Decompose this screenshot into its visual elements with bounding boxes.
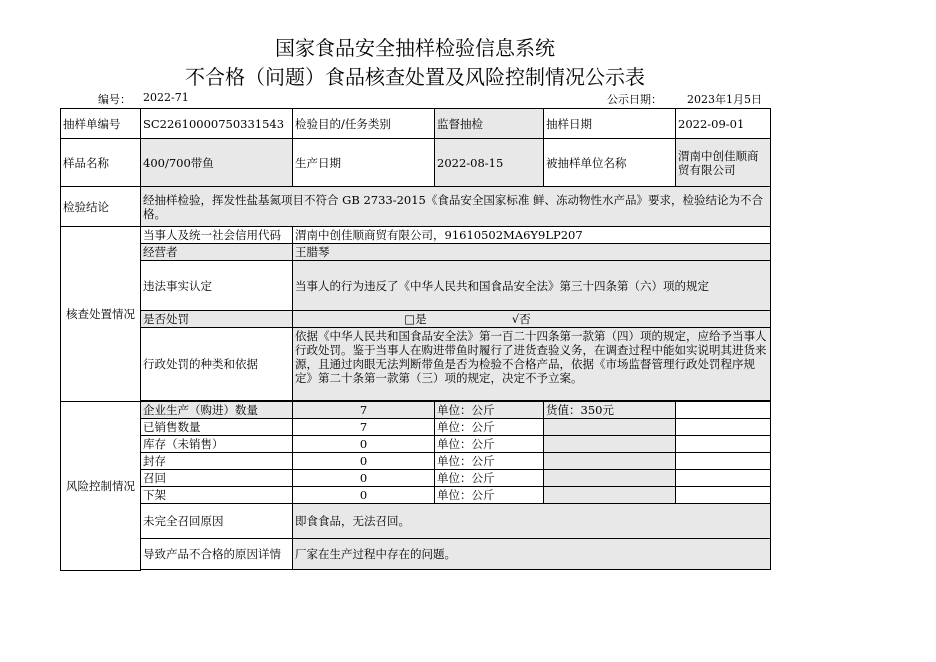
operator-label: 经营者 [141, 244, 293, 261]
penalty-row [61, 311, 771, 328]
risk-row-blank [676, 402, 771, 419]
recall-reason-value: 即食食品，无法召回。 [293, 504, 771, 539]
penalty-options [293, 311, 771, 328]
recall-reason-label: 未完全召回原因 [141, 504, 293, 539]
risk-row-extra [544, 436, 676, 453]
conclusion-text: 经抽样检验，挥发性盐基氮项目不符合 GB 2733-2015《食品安全国家标准 鲜、冻动物性水产品》要求，检验结论为不合格。 [141, 187, 771, 227]
party-value: 渭南中创佳顺商贸有限公司，91610502MA6Y9LP207 [293, 227, 771, 244]
risk-row-value: 0 [293, 470, 435, 487]
production-date-value: 2022-08-15 [435, 139, 544, 187]
risk-row-blank [676, 436, 771, 453]
number-value: 2022-71 [143, 91, 189, 104]
risk-row [61, 402, 771, 419]
sampling-date-label: 抽样日期 [544, 109, 676, 139]
sampling-date-value: 2022-09-01 [676, 109, 771, 139]
risk-row-unit: 单位：公斤 [435, 402, 544, 419]
risk-row [61, 453, 771, 470]
sampled-unit-value: 渭南中创佳顺商贸有限公司 [676, 139, 771, 187]
risk-row-extra [544, 419, 676, 436]
sample-no-label: 抽样单编号 [61, 109, 141, 139]
risk-row-value: 0 [293, 436, 435, 453]
party-label: 当事人及统一社会信用代码 [141, 227, 293, 244]
facts-value: 当事人的行为违反了《中华人民共和国食品安全法》第三十四条第（六）项的规定 [293, 261, 771, 311]
risk-row-value: 0 [293, 453, 435, 470]
risk-row-label: 已销售数量 [141, 419, 293, 436]
risk-row-extra [544, 470, 676, 487]
risk-row [61, 470, 771, 487]
penalty-label: 是否处罚 [141, 311, 293, 328]
purpose-value: 监督抽检 [435, 109, 544, 139]
basis-value: 依据《中华人民共和国食品安全法》第一百二十四条第一款第（四）项的规定，应给予当事人行政处罚。鉴于当事人在购进带鱼时履行了进货查验义务，在调查过程中能如实说明其进货来源，且通过肉眼无法判断带鱼是否为检验不合格产品，依据《市场监督管理行政处罚程序规定》第二十条第一款第（三）项的规定，决定不予立案。 [293, 328, 771, 401]
operator-value: 王腊琴 [293, 244, 771, 261]
cause-label: 导致产品不合格的原因详情 [141, 539, 293, 570]
basic-row-2 [61, 139, 771, 187]
sample-name-value: 400/700带鱼 [141, 139, 293, 187]
risk-row [61, 419, 771, 436]
document-title: 国家食品安全抽样检验信息系统 [275, 36, 555, 60]
risk-row-blank [676, 453, 771, 470]
risk-row-unit: 单位：公斤 [435, 419, 544, 436]
conclusion-label: 检验结论 [61, 187, 141, 227]
risk-row-value: 0 [293, 487, 435, 504]
risk-row-extra: 货值：350元 [544, 402, 676, 419]
cause-row [61, 539, 771, 570]
document-subtitle: 不合格（问题）食品核查处置及风险控制情况公示表 [185, 65, 645, 89]
basis-row [61, 328, 771, 401]
risk-row-extra [544, 487, 676, 504]
risk-row-blank [676, 419, 771, 436]
penalty-no-option: √否 [511, 312, 531, 326]
risk-row-blank [676, 470, 771, 487]
risk-row [61, 487, 771, 504]
risk-row-label: 召回 [141, 470, 293, 487]
disclosure-table [60, 108, 771, 571]
facts-label: 违法事实认定 [141, 261, 293, 311]
number-label: 编号： [98, 93, 131, 106]
risk-row-label: 企业生产（购进）数量 [141, 402, 293, 419]
risk-row-unit: 单位：公斤 [435, 470, 544, 487]
party-row [61, 227, 771, 244]
risk-spacer-row [61, 570, 771, 571]
facts-row [61, 261, 771, 311]
penalty-yes-option: □是 [404, 312, 427, 326]
risk-row-unit: 单位：公斤 [435, 487, 544, 504]
date-value: 2023年1月5日 [687, 93, 762, 106]
production-date-label: 生产日期 [293, 139, 435, 187]
basic-row-1 [61, 109, 771, 139]
date-label: 公示日期： [607, 93, 662, 106]
risk-row-value: 7 [293, 419, 435, 436]
risk-row-label: 封存 [141, 453, 293, 470]
risk-row-extra [544, 453, 676, 470]
risk-row [61, 436, 771, 453]
risk-row-label: 库存（未销售） [141, 436, 293, 453]
basis-label: 行政处罚的种类和依据 [141, 328, 293, 401]
risk-row-unit: 单位：公斤 [435, 453, 544, 470]
risk-row-label: 下架 [141, 487, 293, 504]
risk-row-blank [676, 487, 771, 504]
verification-section-label: 核查处置情况 [61, 227, 141, 402]
risk-row-unit: 单位：公斤 [435, 436, 544, 453]
purpose-label: 检验目的/任务类别 [293, 109, 435, 139]
conclusion-row [61, 187, 771, 227]
sampled-unit-label: 被抽样单位名称 [544, 139, 676, 187]
risk-row-value: 7 [293, 402, 435, 419]
recall-reason-row [61, 504, 771, 539]
cause-value: 厂家在生产过程中存在的问题。 [293, 539, 771, 570]
sample-no-value: SC22610000750331543 [141, 109, 293, 139]
operator-row [61, 244, 771, 261]
sample-name-label: 样品名称 [61, 139, 141, 187]
risk-section-label: 风险控制情况 [61, 402, 141, 571]
